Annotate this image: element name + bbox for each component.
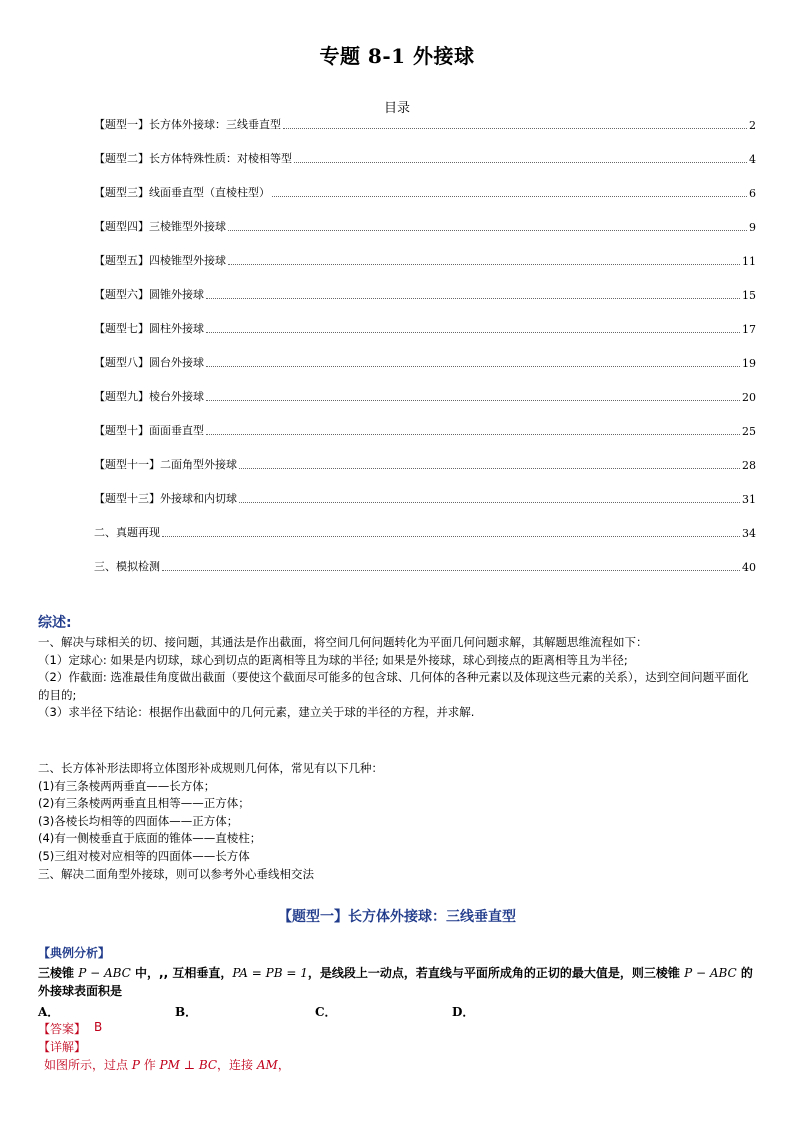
toc-entry-title: 【题型九】棱台外接球 <box>94 390 204 403</box>
toc-entry[interactable] <box>94 184 756 200</box>
summary-line: 一、解决与球相关的切、接问题，其通法是作出截面，将空间几何问题转化为平面几何问题求解，其解题思维流程如下： <box>38 635 648 649</box>
toc-leader-dots <box>206 365 740 367</box>
toc-entry-page: 9 <box>749 221 756 234</box>
toc-entry[interactable] <box>94 456 756 472</box>
toc-entry-title: 【题型十】面面垂直型 <box>94 424 204 437</box>
math-expression: AM <box>256 1058 278 1072</box>
answer-options <box>38 1003 756 1019</box>
toc-leader-dots <box>228 263 740 265</box>
summary-line: (2)有三条棱两两垂直且相等——正方体； <box>38 796 250 811</box>
toc-leader-dots <box>283 127 747 129</box>
section-title: 【题型一】长方体外接球：三线垂直型 <box>278 909 516 925</box>
question-part: ，是线段上一动点，若直线与平面所成角的正切的最大值是，则三棱锥 <box>307 966 685 980</box>
toc-entry-page: 17 <box>742 323 756 336</box>
option-a[interactable]: A． <box>38 1005 60 1019</box>
detail-part: ，连接 <box>217 1058 257 1072</box>
math-expression: PM ⊥ BC <box>159 1058 218 1072</box>
summary-line: (5)三组对棱对应相等的四面体——长方体 <box>38 848 250 863</box>
question-part: 的外接球表面积是 <box>38 966 753 998</box>
answer-value: B <box>94 1020 103 1034</box>
detail-part: 如图所示，过点 <box>44 1058 132 1072</box>
question-part: 中，,, 互相垂直， <box>130 966 233 980</box>
option-d[interactable]: D． <box>452 1005 475 1019</box>
toc-entry-title: 三、模拟检测 <box>94 560 160 573</box>
summary-line: 三、解决二面角型外接球，则可以参考外心垂线相交法 <box>38 866 314 881</box>
toc-leader-dots <box>206 331 740 333</box>
toc-entry-title: 【题型七】圆柱外接球 <box>94 322 204 335</box>
summary-heading: 综述: <box>38 615 72 631</box>
summary-line: (1)有三条棱两两垂直——长方体； <box>38 778 216 793</box>
toc-entry-title: 【题型十一】二面角型外接球 <box>94 458 237 471</box>
toc-entry[interactable] <box>94 116 756 132</box>
detail-part: ， <box>277 1058 290 1072</box>
toc-entry-page: 20 <box>742 391 756 404</box>
toc-entry-page: 34 <box>742 527 756 540</box>
toc-entry[interactable] <box>94 558 756 574</box>
toc-leader-dots <box>239 467 740 469</box>
toc-entry-page: 11 <box>742 255 756 268</box>
summary-line: (3)各棱长均相等的四面体——正方体； <box>38 813 239 828</box>
summary-line: （2）作截面: 选准最佳角度做出截面（要使这个截面尽可能多的包含球、几何体的各种元素以及体现这些元素的关系），达到空间问题平面化的目的; <box>38 670 749 702</box>
toc-leader-dots <box>294 161 747 163</box>
toc-entry-page: 40 <box>742 561 756 574</box>
toc-entry[interactable] <box>94 286 756 302</box>
toc-leader-dots <box>239 501 740 503</box>
math-expression: P − ABC <box>684 966 737 980</box>
toc-entry[interactable] <box>94 252 756 268</box>
toc-entry-page: 6 <box>749 187 756 200</box>
summary-line: (4)有一侧棱垂直于底面的锥体——直棱柱； <box>38 831 262 846</box>
toc-entry-title: 【题型六】圆锥外接球 <box>94 288 204 301</box>
summary-line: （3）求半径下结论：根据作出截面中的几何元素，建立关于球的半径的方程，并求解. <box>38 705 475 720</box>
summary-line: （1）定球心: 如果是内切球，球心到切点的距离相等且为球的半径; 如果是外接球，球心到接点的距离相等且为半径; <box>38 652 628 667</box>
toc-entry-page: 31 <box>742 493 756 506</box>
toc-leader-dots <box>206 399 740 401</box>
math-expression: P − ABC <box>78 966 131 980</box>
answer-label: 【答案】 <box>38 1022 87 1036</box>
toc-entry[interactable] <box>94 422 756 438</box>
toc-entry-title: 二、真题再现 <box>94 526 160 539</box>
toc-entry[interactable] <box>94 388 756 404</box>
example-tag: 【典例分析】 <box>38 946 111 960</box>
toc-leader-dots <box>162 569 740 571</box>
toc-entry-title: 【题型三】线面垂直型（直棱柱型） <box>94 186 270 199</box>
summary-paragraph <box>38 760 756 883</box>
option-c[interactable]: C． <box>315 1005 337 1019</box>
toc-entry-page: 2 <box>749 119 756 132</box>
page-title: 专题 8-1 外接球 <box>319 44 475 68</box>
toc-entry-page: 15 <box>742 289 756 302</box>
toc-entry[interactable] <box>94 218 756 234</box>
toc-leader-dots <box>228 229 747 231</box>
detail-part: 作 <box>139 1058 160 1072</box>
toc-entry[interactable] <box>94 354 756 370</box>
toc-entry-page: 25 <box>742 425 756 438</box>
toc-entry-title: 【题型一】长方体外接球：三线垂直型 <box>94 118 281 131</box>
toc-entry-title: 【题型八】圆台外接球 <box>94 356 204 369</box>
toc-entry[interactable] <box>94 320 756 336</box>
toc-entry[interactable] <box>94 490 756 506</box>
toc-entry-title: 【题型十三】外接球和内切球 <box>94 492 237 505</box>
toc-leader-dots <box>272 195 747 197</box>
math-expression: PA = PB = 1 <box>232 966 308 980</box>
toc-leader-dots <box>162 535 740 537</box>
toc-entry-page: 4 <box>749 153 756 166</box>
toc-entry-title: 【题型二】长方体特殊性质：对棱相等型 <box>94 152 292 165</box>
toc-entry-page: 28 <box>742 459 756 472</box>
toc-leader-dots <box>206 297 740 299</box>
detail-text <box>44 1056 290 1073</box>
toc-leader-dots <box>206 433 740 435</box>
toc-entry-title: 【题型五】四棱锥型外接球 <box>94 254 226 267</box>
math-expression: P <box>131 1058 140 1072</box>
summary-paragraph <box>38 634 756 722</box>
detail-label: 【详解】 <box>38 1040 87 1054</box>
toc-entry[interactable] <box>94 150 756 166</box>
option-b[interactable]: B． <box>175 1005 198 1019</box>
question-part: 三棱锥 <box>38 966 79 980</box>
toc-entry-page: 19 <box>742 357 756 370</box>
question-text <box>38 964 756 1000</box>
toc-entry[interactable] <box>94 524 756 540</box>
toc-heading: 目录 <box>383 101 410 116</box>
summary-line: 二、长方体补形法即将立体图形补成规则几何体，常见有以下几种： <box>38 761 383 775</box>
toc-entry-title: 【题型四】三棱锥型外接球 <box>94 220 226 233</box>
